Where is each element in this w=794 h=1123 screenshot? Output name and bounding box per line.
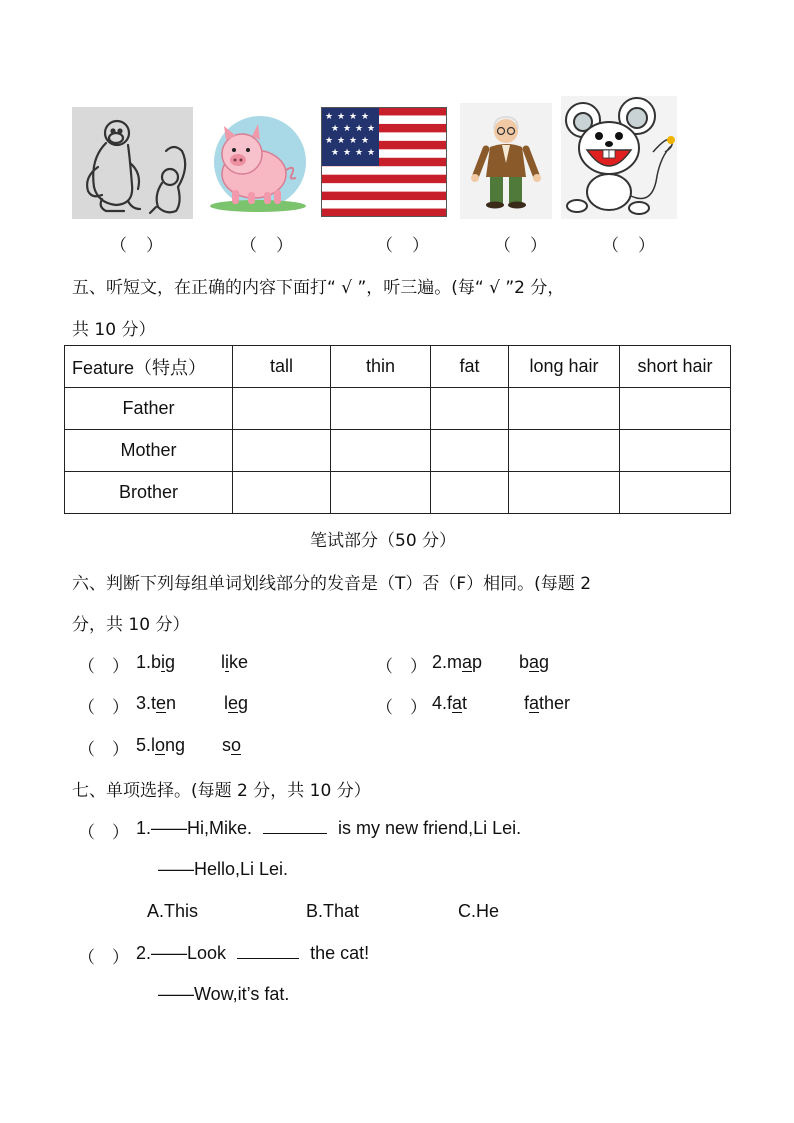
item3-word1: 3.ten — [136, 693, 177, 713]
item5-answer-paren[interactable]: （ ） — [78, 740, 129, 760]
q2-reply: ——Wow,it’s fat. — [158, 984, 290, 1004]
item2-answer-paren[interactable]: （ ） — [376, 657, 427, 677]
table-cell[interactable] — [331, 388, 431, 430]
section6-title-line2: 分，共 10 分） — [72, 615, 190, 635]
monkeys-picture — [72, 107, 193, 219]
table-cell[interactable] — [509, 430, 620, 472]
section5-title-line1: 五、听短文，在正确的内容下面打“ √ ”，听三遍。(每“ √ ”2 分， — [72, 278, 565, 298]
q1-option-b[interactable]: B.That — [306, 901, 360, 921]
q2-answer-paren[interactable]: （ ） — [78, 948, 129, 968]
item4-word2: father — [524, 693, 571, 713]
table-header-fat: fat — [431, 346, 509, 388]
item5-word2: so — [222, 735, 242, 755]
table-header-long-hair: long hair — [509, 346, 620, 388]
q1-blank[interactable] — [263, 819, 327, 834]
table-cell[interactable] — [233, 472, 331, 514]
table-cell[interactable] — [620, 430, 731, 472]
svg-text:★: ★ — [336, 136, 346, 146]
picture-1-answer-paren[interactable]: （ ） — [110, 236, 164, 256]
svg-text:★: ★ — [324, 136, 334, 146]
section7-title: 七、单项选择。(每题 2 分，共 10 分） — [72, 781, 371, 801]
table-cell[interactable] — [431, 472, 509, 514]
row-label-brother: Brother — [65, 472, 233, 514]
table-header-tall: tall — [233, 346, 331, 388]
table-cell[interactable] — [233, 388, 331, 430]
item4-word1: 4.fat — [432, 693, 468, 713]
q1-option-a[interactable]: A.This — [147, 901, 199, 921]
feature-table — [64, 345, 731, 514]
table-cell[interactable] — [620, 472, 731, 514]
table-row — [65, 430, 731, 472]
item2-word1: 2.map — [432, 652, 483, 672]
table-row — [65, 388, 731, 430]
svg-text:★: ★ — [348, 136, 358, 146]
written-part-heading: 笔试部分（50 分） — [310, 531, 457, 551]
table-header-thin: thin — [331, 346, 431, 388]
pig-picture — [208, 116, 306, 216]
q1-reply: ——Hello,Li Lei. — [158, 859, 289, 879]
svg-text:★: ★ — [324, 112, 334, 122]
table-row — [65, 472, 731, 514]
q1-answer-paren[interactable]: （ ） — [78, 823, 129, 843]
table-cell[interactable] — [233, 430, 331, 472]
svg-text:★: ★ — [330, 124, 340, 134]
picture-3-answer-paren[interactable]: （ ） — [376, 236, 430, 256]
row-label-father: Father — [65, 388, 233, 430]
q1-option-c[interactable]: C.He — [458, 901, 500, 921]
svg-text:★: ★ — [348, 112, 358, 122]
mouse-picture — [561, 96, 677, 219]
item5-word1: 5.long — [136, 735, 186, 755]
row-label-mother: Mother — [65, 430, 233, 472]
table-cell[interactable] — [331, 430, 431, 472]
q2-blank[interactable] — [237, 944, 299, 959]
table-cell[interactable] — [509, 388, 620, 430]
item1-answer-paren[interactable]: （ ） — [78, 657, 129, 677]
section5-title-line2: 共 10 分） — [72, 320, 156, 340]
item2-word2: bag — [519, 652, 550, 672]
svg-text:★: ★ — [354, 124, 364, 134]
item1-word2: like — [221, 652, 249, 672]
svg-text:★: ★ — [366, 148, 376, 158]
q2-question: 2.——Look the cat! — [136, 943, 370, 963]
svg-text:★: ★ — [354, 148, 364, 158]
item4-answer-paren[interactable]: （ ） — [376, 698, 427, 718]
table-cell[interactable] — [620, 388, 731, 430]
usa-flag-picture — [321, 107, 447, 217]
svg-text:★: ★ — [342, 124, 352, 134]
svg-text:★: ★ — [342, 148, 352, 158]
table-header-row — [65, 346, 731, 388]
picture-5-answer-paren[interactable]: （ ） — [602, 236, 656, 256]
svg-text:★: ★ — [360, 112, 370, 122]
table-cell[interactable] — [509, 472, 620, 514]
table-cell[interactable] — [331, 472, 431, 514]
grandpa-picture — [460, 103, 552, 219]
svg-text:★: ★ — [330, 148, 340, 158]
svg-text:★: ★ — [336, 112, 346, 122]
section6-title-line1: 六、判断下列每组单词划线部分的发音是（T）否（F）相同。(每题 2 — [72, 574, 592, 594]
picture-4-answer-paren[interactable]: （ ） — [494, 236, 548, 256]
table-cell[interactable] — [431, 388, 509, 430]
svg-text:★: ★ — [366, 124, 376, 134]
table-header-feature: Feature（特点） — [65, 346, 233, 388]
q1-question: 1.——Hi,Mike. is my new friend,Li Lei. — [136, 818, 522, 838]
svg-text:★: ★ — [360, 136, 370, 146]
item1-word1: 1.big — [136, 652, 176, 672]
picture-2-answer-paren[interactable]: （ ） — [240, 236, 294, 256]
item3-answer-paren[interactable]: （ ） — [78, 698, 129, 718]
item3-word2: leg — [224, 693, 249, 713]
table-cell[interactable] — [431, 430, 509, 472]
table-header-short-hair: short hair — [620, 346, 731, 388]
